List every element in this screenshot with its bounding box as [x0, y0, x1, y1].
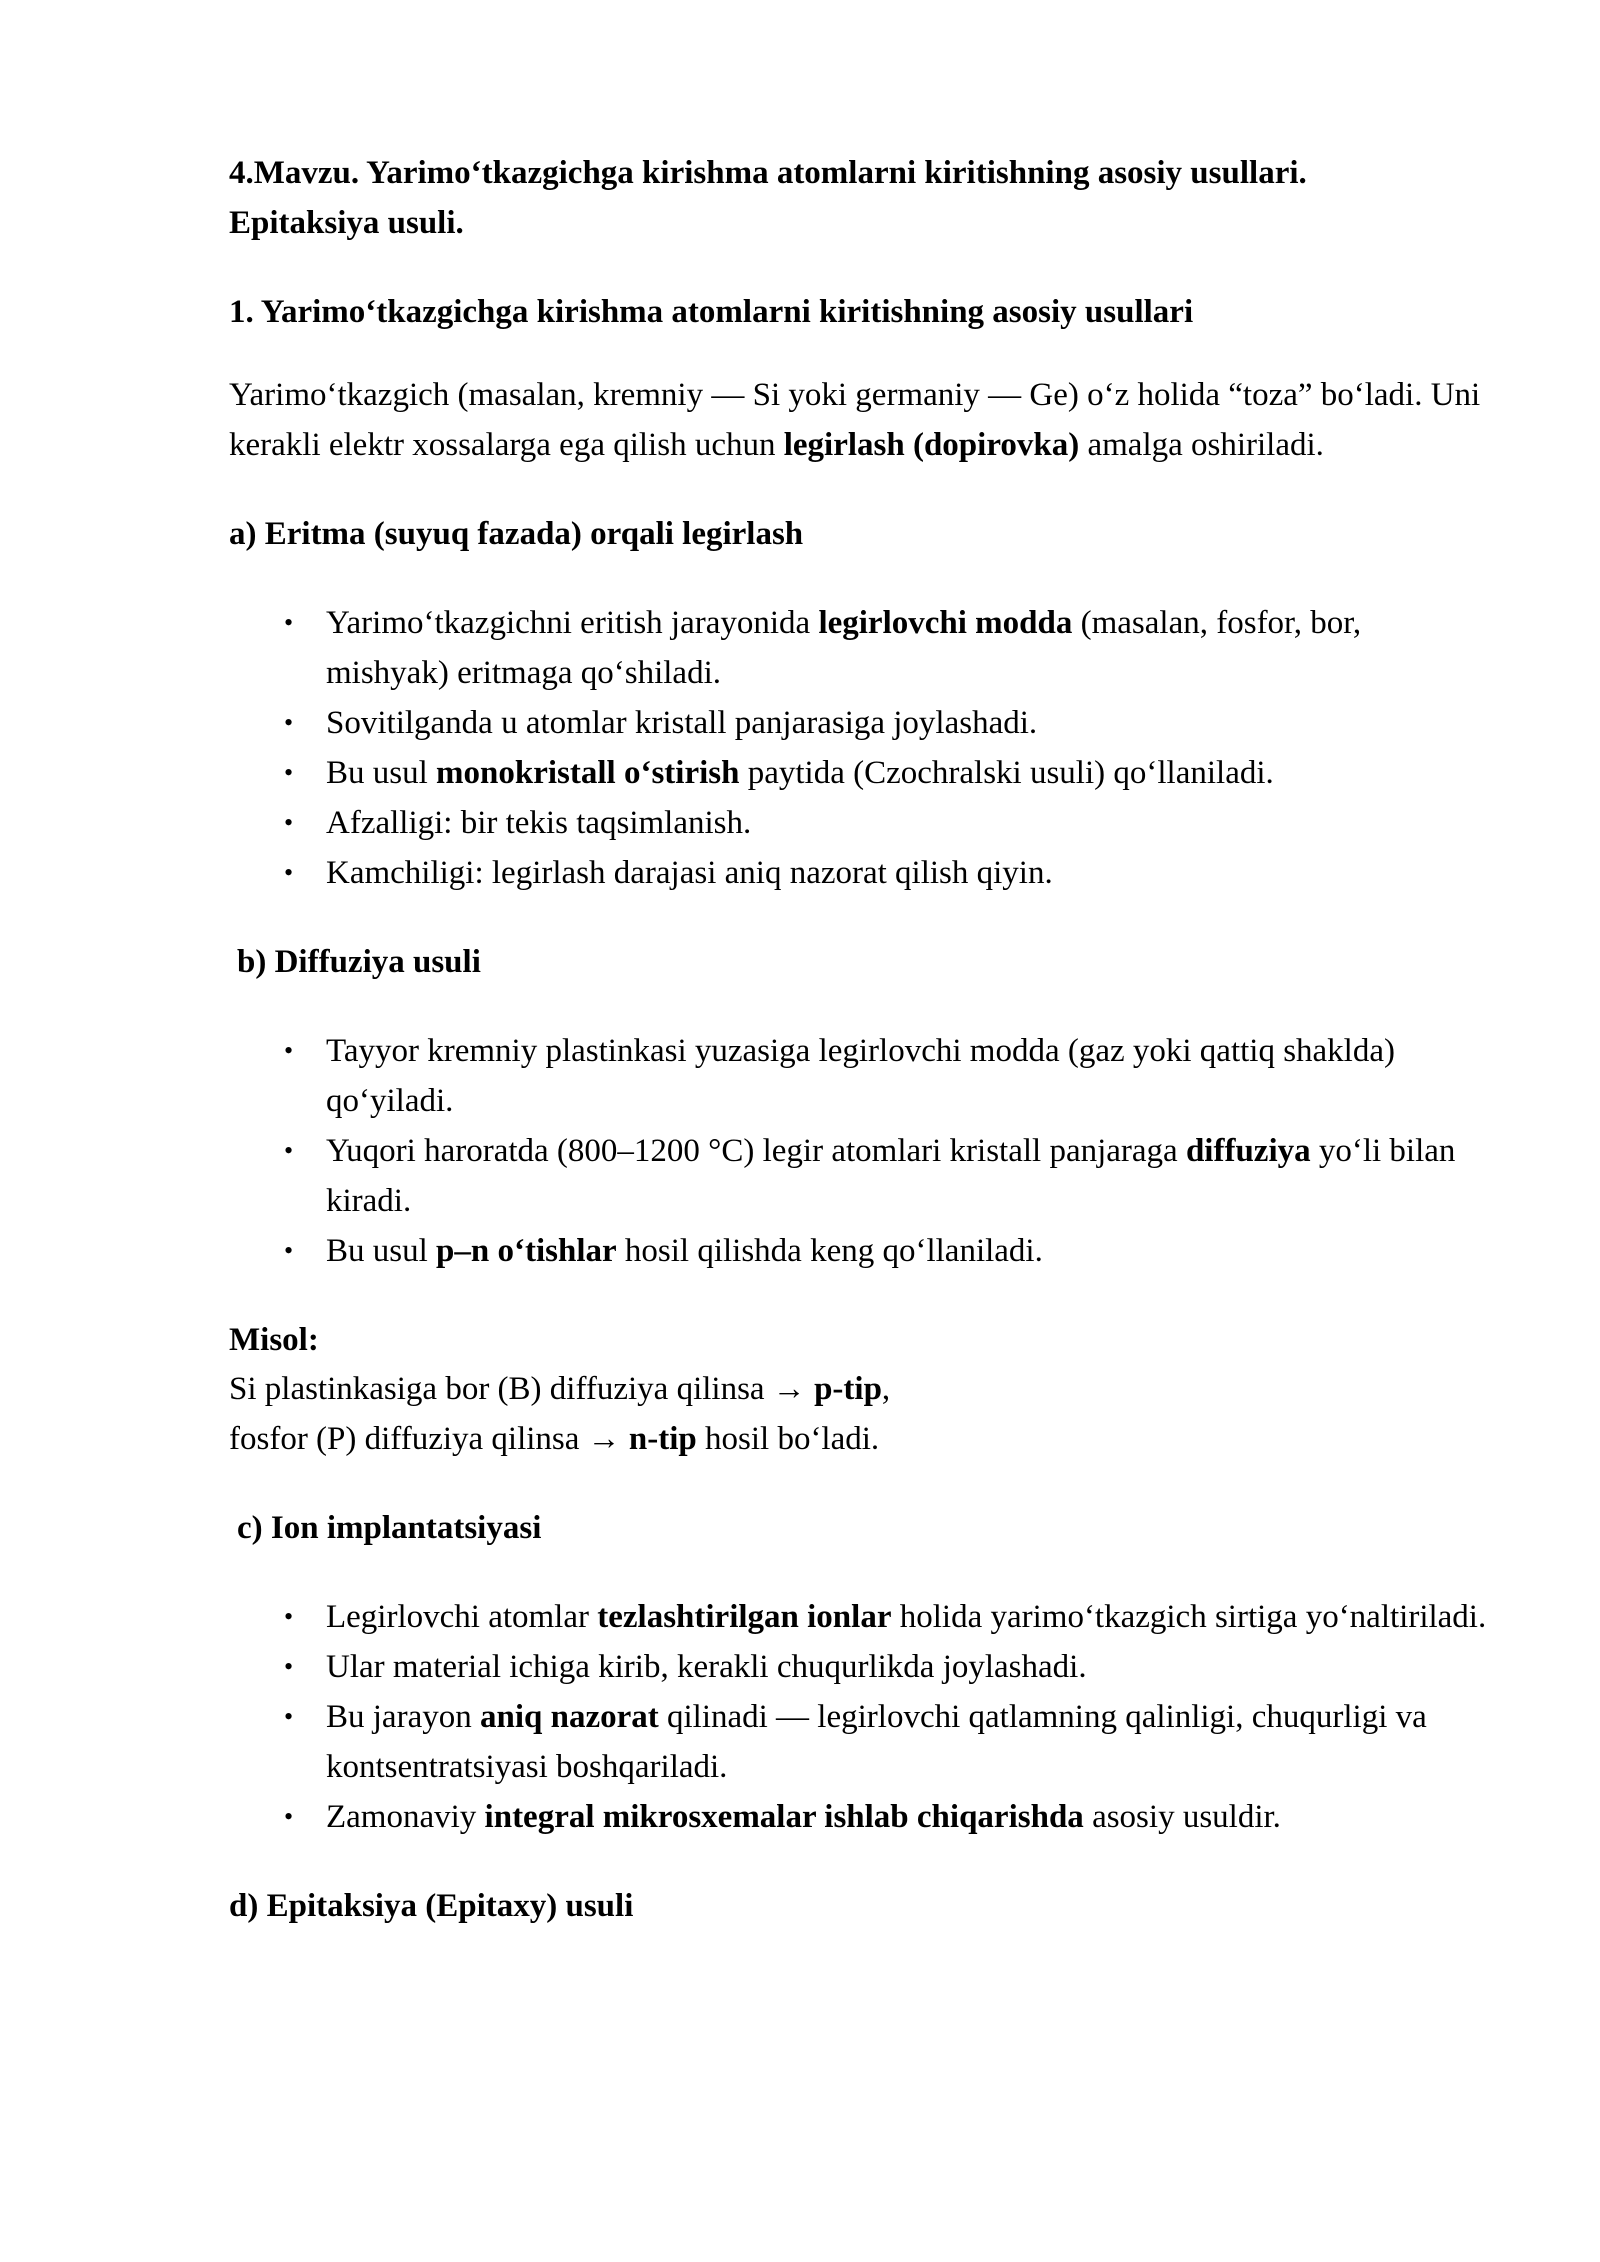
bullet-icon: • — [284, 858, 294, 887]
bullet-icon: • — [284, 1236, 294, 1265]
bullet-icon: • — [284, 758, 294, 787]
bullet-icon: • — [284, 1602, 294, 1631]
section-a-list — [229, 598, 1489, 898]
example-line-1: Si plastinkasiga bor (B) diffuziya qilinsa → p-tip, — [229, 1371, 891, 1407]
section-b-heading: b) Diffuziya usuli — [237, 944, 481, 980]
section-a-heading: a) Eritma (suyuq fazada) orqali legirlash — [229, 516, 804, 552]
document-page — [229, 148, 1489, 1930]
section-b-list — [229, 1026, 1489, 1276]
list-item: • Ular material ichiga kirib, kerakli chuqurlikda joylashadi. — [229, 1642, 1489, 1692]
list-item: • Legirlovchi atomlar tezlashtirilgan ionlar holida yarimo‘tkazgich sirtiga yo‘naltiriladi. — [229, 1592, 1489, 1642]
list-item: • Zamonaviy integral mikrosxemalar ishlab chiqarishda asosiy usuldir. — [229, 1792, 1489, 1842]
title-line-1: 4.Mavzu. Yarimo‘tkazgichga kirishma atomlarni kiritishning asosiy usullari. — [229, 155, 1307, 191]
list-item: • Tayyor kremniy plastinkasi yuzasiga legirlovchi modda (gaz yoki qattiq shaklda) qo‘yiladi. — [229, 1026, 1489, 1126]
section-1-heading: 1. Yarimo‘tkazgichga kirishma atomlarni kiritishning asosiy usullari — [229, 294, 1194, 330]
section-c-list — [229, 1592, 1489, 1842]
section-d-heading: d) Epitaksiya (Epitaxy) usuli — [229, 1888, 634, 1924]
bullet-icon: • — [284, 608, 294, 637]
title-line-2: Epitaksiya usuli. — [229, 205, 464, 241]
list-item: • Bu usul monokristall o‘stirish paytida (Czochralski usuli) qo‘llaniladi. — [229, 748, 1489, 798]
list-item: • Bu usul p–n o‘tishlar hosil qilishda keng qo‘llaniladi. — [229, 1226, 1489, 1276]
bullet-icon: • — [284, 1036, 294, 1065]
bullet-icon: • — [284, 1802, 294, 1831]
intro-bold: legirlash (dopirovka) — [783, 427, 1080, 463]
bullet-icon: • — [284, 1652, 294, 1681]
list-item: • Yarimo‘tkazgichni eritish jarayonida legirlovchi modda (masalan, fosfor, bor, mishyak) eritmaga qo‘shiladi. — [229, 598, 1489, 698]
bullet-icon: • — [284, 1702, 294, 1731]
list-item: • Yuqori haroratda (800–1200 °C) legir atomlari kristall panjaraga diffuziya yo‘li bilan kiradi. — [229, 1126, 1489, 1226]
example-label: Misol: — [229, 1322, 319, 1358]
list-item: • Afzalligi: bir tekis taqsimlanish. — [229, 798, 1489, 848]
document-title — [229, 148, 1489, 248]
list-item: • Sovitilganda u atomlar kristall panjarasiga joylashadi. — [229, 698, 1489, 748]
bullet-icon: • — [284, 808, 294, 837]
bullet-icon: • — [284, 1136, 294, 1165]
list-item: • Kamchiligi: legirlash darajasi aniq nazorat qilish qiyin. — [229, 848, 1489, 898]
bullet-icon: • — [284, 708, 294, 737]
section-c-heading: c) Ion implantatsiyasi — [237, 1510, 542, 1546]
example-line-2: fosfor (P) diffuziya qilinsa → n-tip hosil bo‘ladi. — [229, 1421, 880, 1457]
intro-paragraph: Yarimo‘tkazgich (masalan, kremniy — Si yoki germaniy — Ge) o‘z holida “toza” bo‘ladi. Uni kerakli elektr xossalarga ega qilish uchun legirlash (dopirovka) amalga oshiriladi. — [229, 377, 1481, 463]
list-item: • Bu jarayon aniq nazorat qilinadi — legirlovchi qatlamning qalinligi, chuqurligi va kontsentratsiyasi boshqariladi. — [229, 1692, 1489, 1792]
